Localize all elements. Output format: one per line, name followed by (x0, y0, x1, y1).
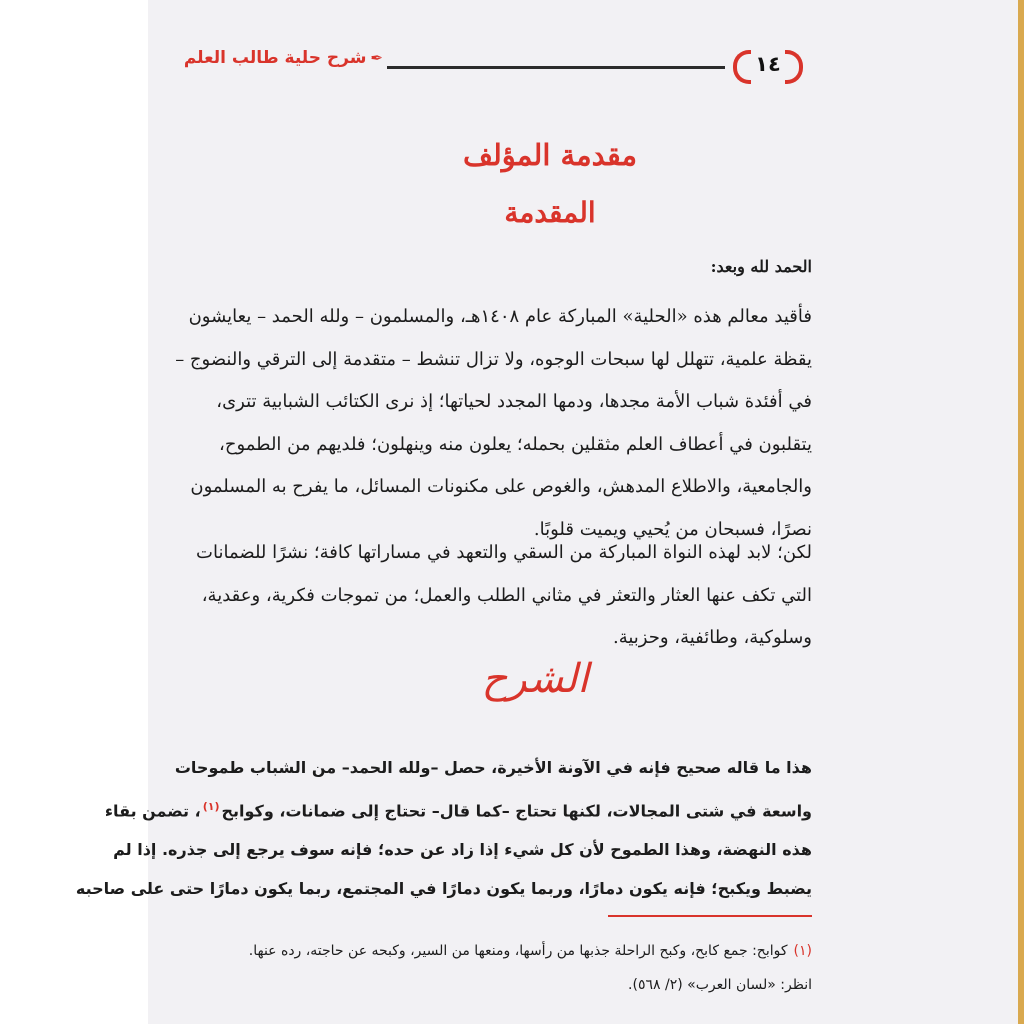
running-title (183, 48, 383, 68)
text-line: يتقلبون في أعطاف العلم مثقلين بحمله؛ يعلون منه وينهلون؛ فلديهم من الطموح، (219, 433, 812, 455)
text-line: التي تكف عنها العثار والتعثر في مثاني الطلب والعمل؛ من تموجات فكرية، وعقدية، (201, 584, 812, 606)
text-line (104, 787, 812, 830)
chapter-heading: مقدمة المؤلف (462, 138, 638, 172)
text-segment: واسعة في شتى المجالات، لكنها تحتاج –كما قال– تحتاج إلى ضمانات، وكوابح (221, 801, 812, 821)
bracket-right-ornament (785, 50, 803, 84)
text-line: يضبط ويكبح؛ فإنه يكون دمارًا، وربما يكون دمارًا في المجتمع، ربما يكون دمارًا حتى على صاحبه (75, 879, 812, 899)
quill-icon: ✒ (370, 49, 383, 67)
text-segment: ، تضمن بقاء (104, 801, 201, 821)
bracket-left-ornament (733, 50, 751, 84)
text-line: هذه النهضة، وهذا الطموح لأن كل شيء إذا زاد عن حده؛ فإنه سوف يرجع إلى جذره. إذا لم (113, 840, 812, 860)
text-line: لكن؛ لابد لهذه النواة المباركة من السقي والتعهد في مساراتها كافة؛ نشرًا للضمانات (196, 542, 812, 563)
footnote (200, 934, 812, 1002)
footnote-number: (١) (793, 943, 812, 959)
text-line: يقظة علمية، تتهلل لها سبحات الوجوه، ولا تزال تنشط – متقدمة إلى الترقي والنضوج – (175, 348, 812, 370)
text-line: وسلوكية، وطائفية، وحزبية. (612, 627, 812, 648)
running-title-text: شرح حلية طالب العلم (183, 48, 367, 68)
footnote-line (200, 934, 812, 968)
footnote-reference[interactable]: (١) (202, 800, 220, 813)
text-line: نصرًا، فسبحان من يُحيي ويميت قلوبًا. (533, 518, 812, 540)
paragraph-1 (175, 296, 812, 551)
text-line: فأقيد معالم هذه «الحلية» المباركة عام ١٤٠٨هـ، والمسلمون – ولله الحمد – يعايشون (188, 306, 812, 327)
section-heading: المقدمة (504, 196, 596, 229)
footnote-text: كوابح: جمع كابح، وكبح الراحلة جذبها من رأسها، ومنعها من السير، وكبحه عن حاجته، رده عنها. (248, 943, 788, 959)
opening-line: الحمد لله وبعد: (710, 257, 812, 276)
footnote-line: انظر: «لسان العرب» (٢/ ٥٦٨). (628, 977, 812, 993)
footnote-separator (608, 915, 812, 917)
commentary (75, 748, 812, 908)
sharh-calligraphy-title: الشرح (481, 656, 589, 702)
header-rule (387, 66, 725, 69)
page-number-badge (733, 50, 803, 78)
text-line: والجامعية، والاطلاع المدهش، والغوص على مكنونات المسائل، ما يفرح به المسلمون (190, 476, 812, 497)
page-number: ١٤ (755, 52, 781, 76)
book-cover-edge (1018, 0, 1024, 1024)
paragraph-2 (196, 532, 812, 660)
page-header (183, 44, 803, 84)
text-line: هذا ما قاله صحيح فإنه في الآونة الأخيرة، حصل –ولله الحمد– من الشباب طموحات (174, 758, 812, 777)
text-line: في أفئدة شباب الأمة مجدها، ودمها المجدد لحياتها؛ إذ نرى الكتائب الشبابية تترى، (216, 391, 812, 412)
